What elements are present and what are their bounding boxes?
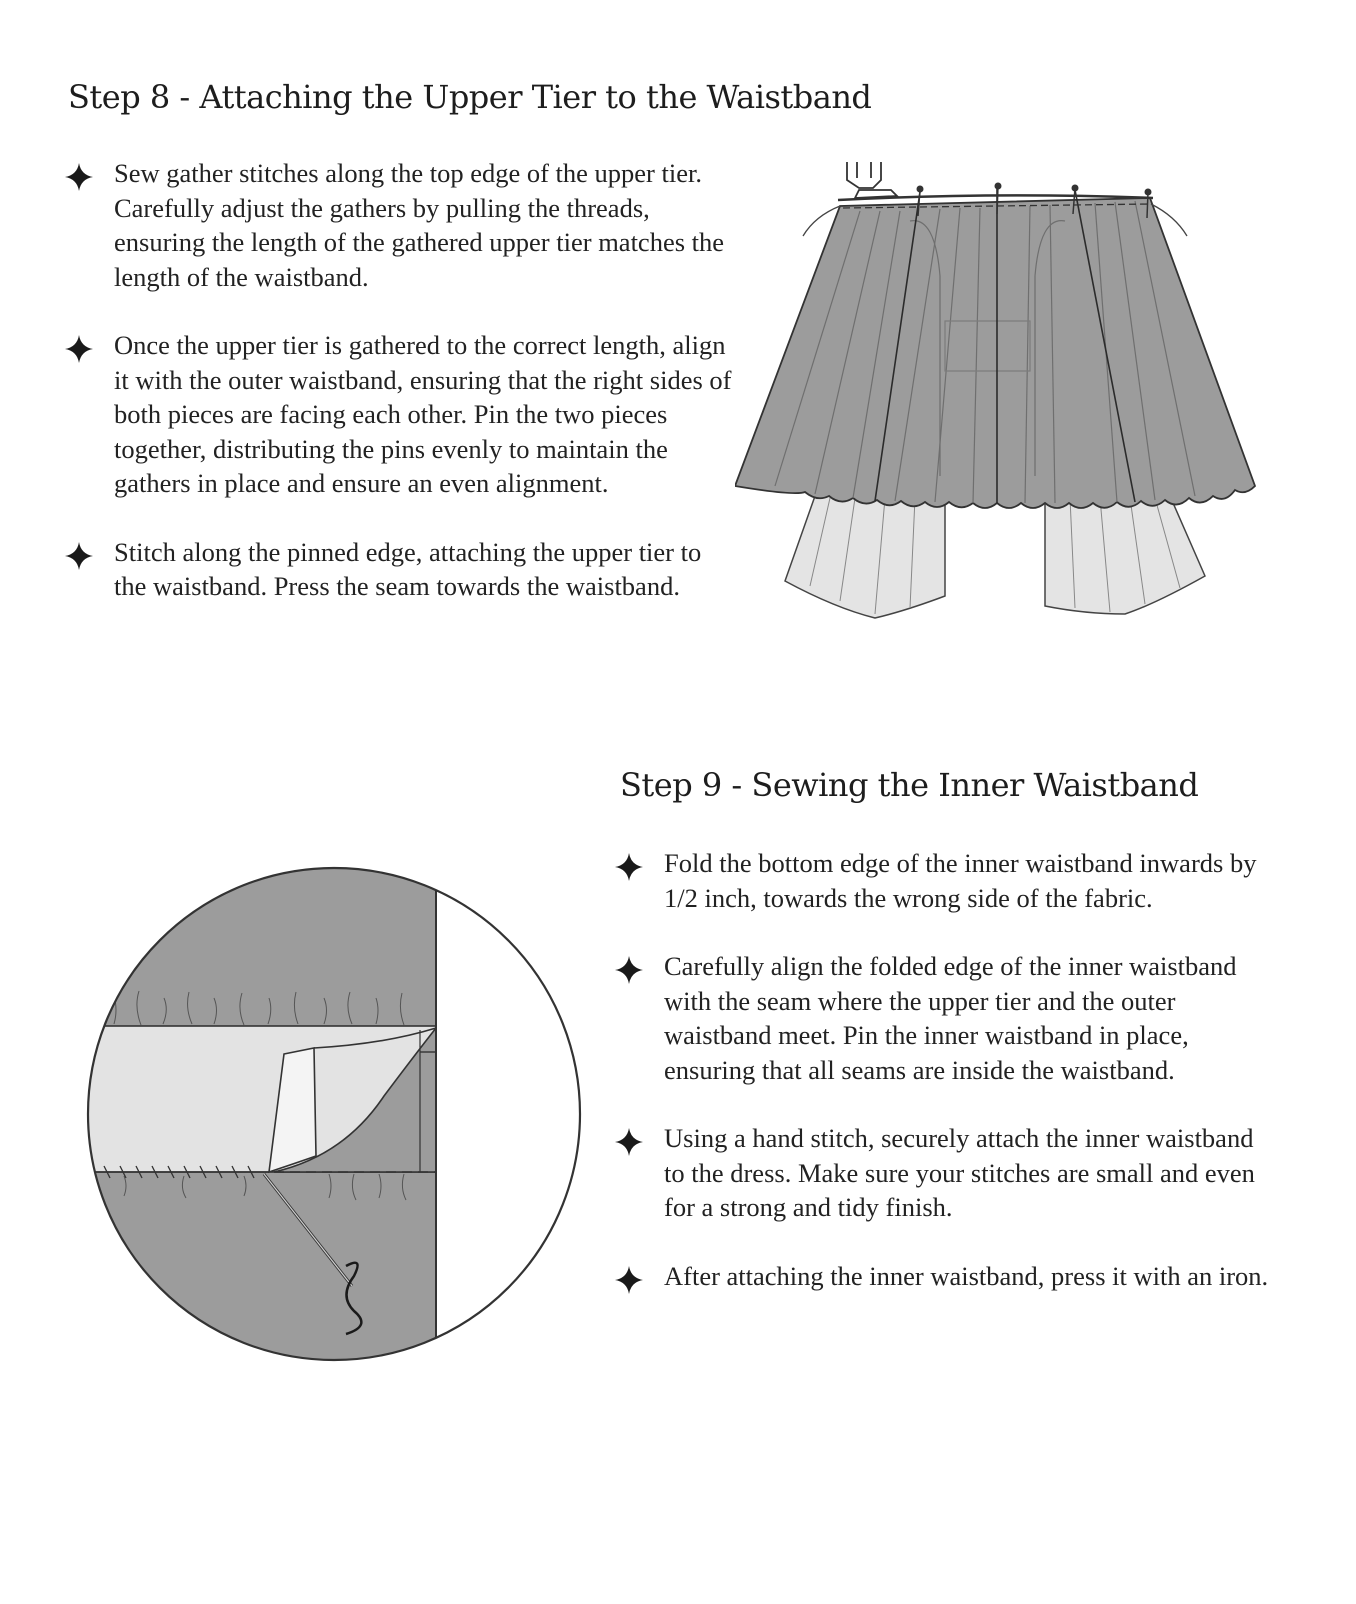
step9-bullet: [614, 949, 1274, 1087]
step9-bullet-text: Carefully align the folded edge of the inner waistband with the seam where the upper tier and the outer waistband meet. Pin the inner waistband in place, ensuring that all seams are inside the waistband.: [664, 951, 1237, 1085]
step8-instructions: [64, 156, 740, 638]
step9-bullet-text: Using a hand stitch, securely attach the inner waistband to the dress. Make sure your stitches are small and even for a strong and tidy finish.: [664, 1123, 1255, 1222]
step8-bullet: [64, 156, 740, 294]
step8-bullet-text: Stitch along the pinned edge, attaching the upper tier to the waistband. Press the seam towards the waistband.: [114, 536, 702, 601]
four-point-star-icon: [64, 334, 94, 364]
four-point-star-icon: [614, 955, 644, 985]
step9-instructions: [614, 846, 1274, 1327]
step9-title: Step 9 - Sewing the Inner Waistband: [620, 766, 1199, 804]
step8-bullet-text: Sew gather stitches along the top edge of the upper tier. Carefully adjust the gathers by pulling the threads, ensuring the length of the gathered upper tier matches the length of the waistband.: [114, 158, 725, 292]
four-point-star-icon: [64, 162, 94, 192]
four-point-star-icon: [614, 852, 644, 882]
step9-bullet-text: After attaching the inner waistband, press it with an iron.: [664, 1260, 1269, 1291]
step8-bullet: [64, 328, 740, 501]
four-point-star-icon: [614, 1127, 644, 1157]
step9-bullet: [614, 846, 1274, 915]
four-point-star-icon: [614, 1265, 644, 1295]
hand-stitch-closeup-illustration: [84, 866, 584, 1366]
step8-title: Step 8 - Attaching the Upper Tier to the Waistband: [68, 78, 872, 116]
step9-bullet: [614, 1121, 1274, 1225]
four-point-star-icon: [64, 541, 94, 571]
step9-bullet-text: Fold the bottom edge of the inner waistband inwards by 1/2 inch, towards the wrong side of the fabric.: [664, 848, 1257, 913]
step8-bullet-text: Once the upper tier is gathered to the correct length, align it with the outer waistband, ensuring that the right sides of both pieces are facing each other. Pin the two pieces together, distributing the pins evenly to maintain the gathers in place and ensure an even alignment.: [114, 330, 732, 498]
gathered-skirt-illustration: [735, 156, 1295, 648]
step8-bullet: [64, 535, 740, 604]
step9-bullet: [614, 1259, 1274, 1294]
